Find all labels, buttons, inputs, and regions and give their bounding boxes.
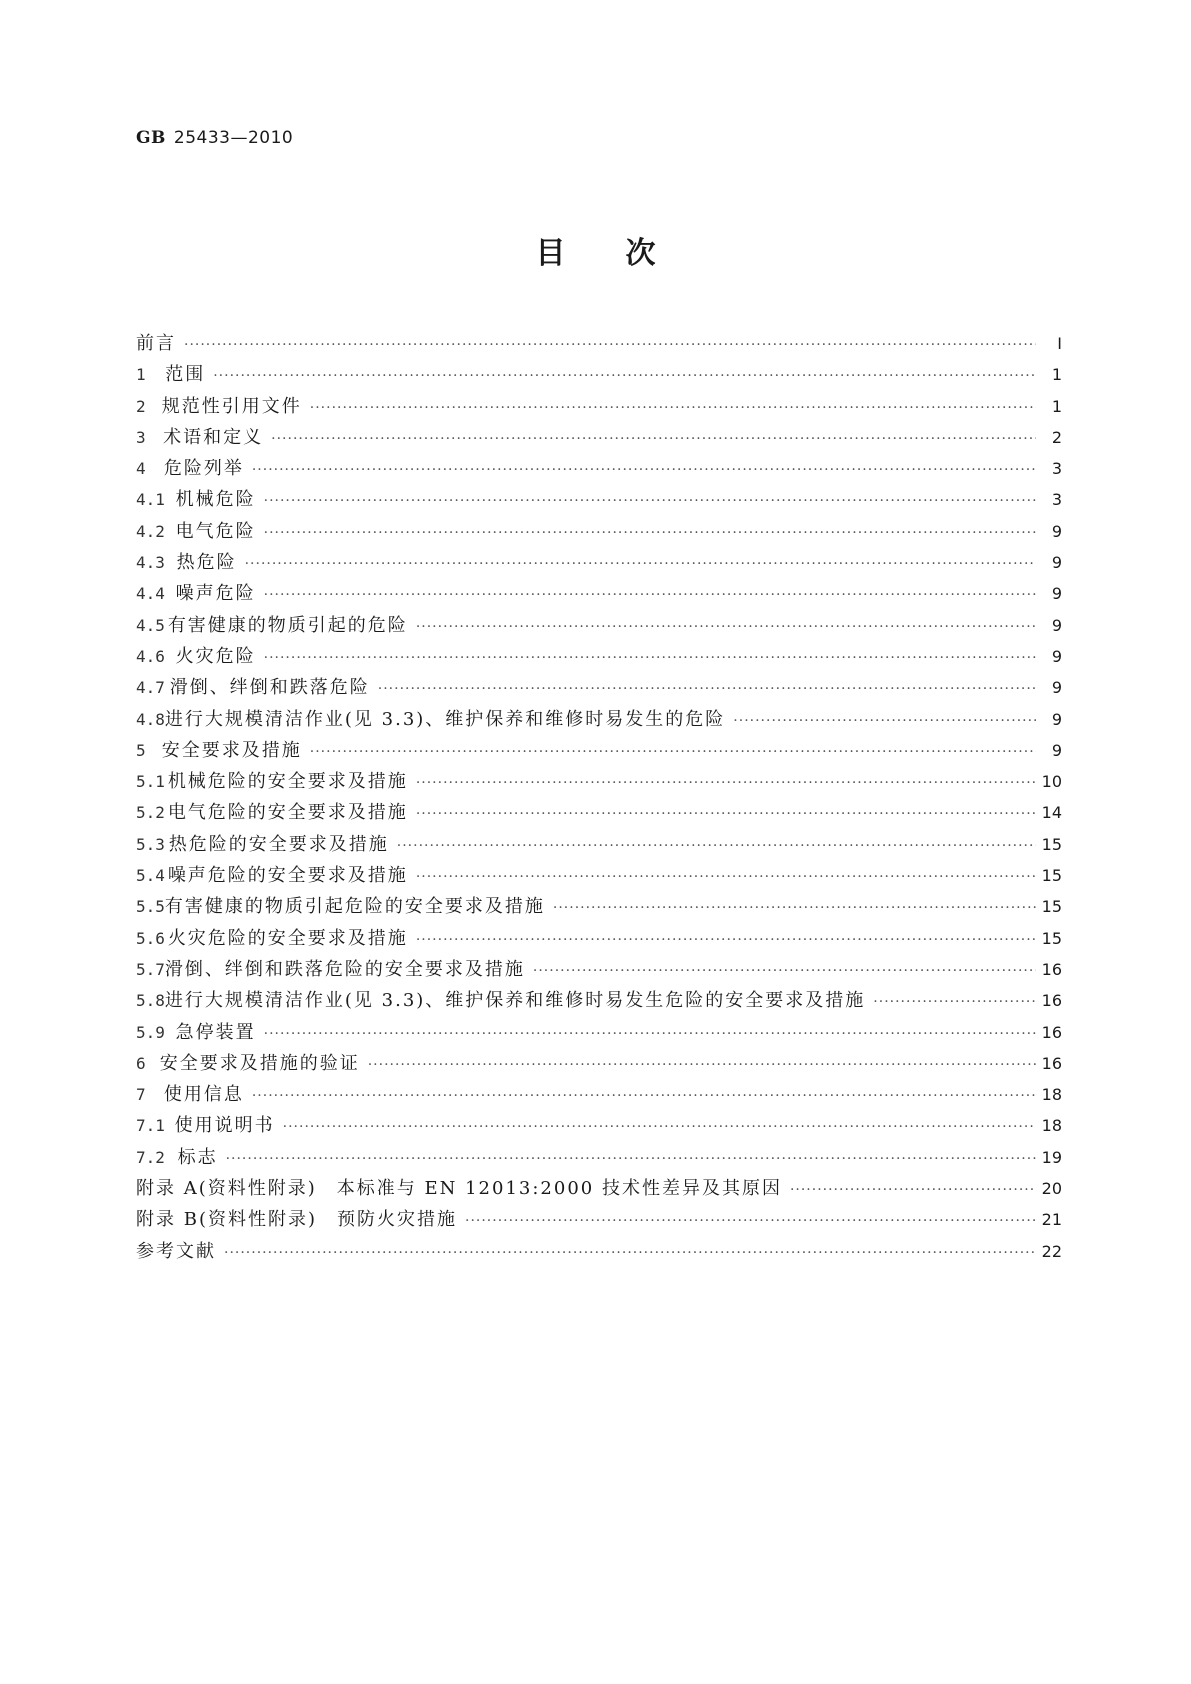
toc-entry-number: 6 <box>136 1053 146 1073</box>
toc-entry[interactable] <box>136 1111 1062 1142</box>
toc-leader-dots <box>368 1057 1036 1073</box>
toc-entry-label: 范围 <box>165 364 206 386</box>
toc-entry[interactable] <box>136 360 1062 391</box>
toc-entry-label: 噪声危险的安全要求及措施 <box>167 865 408 887</box>
toc-entry-page: 9 <box>1051 740 1062 760</box>
toc-leader-dots <box>416 869 1036 885</box>
toc-entry-page: 19 <box>1041 1147 1062 1167</box>
toc-leader-dots <box>416 932 1036 948</box>
toc-entry-page: 3 <box>1051 490 1062 510</box>
toc-entry[interactable] <box>136 830 1062 861</box>
toc-entry[interactable] <box>136 1143 1062 1174</box>
toc-entry-label: 噪声危险 <box>175 583 256 605</box>
toc-entry-label: 滑倒、绊倒和跌落危险的安全要求及措施 <box>164 958 525 980</box>
toc-entry[interactable] <box>136 892 1062 923</box>
toc-entry-page: 9 <box>1051 646 1062 666</box>
toc-entry[interactable] <box>136 392 1062 423</box>
toc-entry[interactable] <box>136 1049 1062 1080</box>
table-of-contents <box>136 329 1062 1268</box>
toc-entry-number: 4.8 <box>136 709 165 729</box>
standard-code <box>136 128 293 148</box>
toc-entry-number: 4.6 <box>136 646 165 666</box>
toc-entry[interactable] <box>136 767 1062 798</box>
toc-entry-label: 参考文献 <box>136 1240 216 1262</box>
toc-entry-number: 2 <box>136 396 146 416</box>
toc-entry-number: 4.4 <box>136 584 165 604</box>
toc-entry-number: 4.5 <box>136 615 165 635</box>
toc-entry-label: 前言 <box>136 333 176 354</box>
page-title: 目次 <box>535 236 716 271</box>
toc-entry-number: 3 <box>136 427 146 447</box>
toc-entry[interactable] <box>136 1237 1062 1268</box>
toc-entry-label: 电气危险 <box>175 520 256 542</box>
toc-leader-dots <box>283 1119 1036 1135</box>
toc-entry-page: 15 <box>1041 834 1062 854</box>
toc-entry-label: 热危险 <box>176 552 237 574</box>
toc-entry-page: 14 <box>1041 803 1062 823</box>
toc-entry[interactable] <box>136 611 1062 642</box>
toc-entry-page: 9 <box>1051 553 1062 573</box>
toc-entry-number: 7.1 <box>136 1116 165 1136</box>
toc-entry-number: 5.7 <box>136 959 165 979</box>
toc-entry[interactable] <box>136 579 1062 610</box>
toc-entry-number: 4 <box>136 459 146 479</box>
toc-entry-page: 18 <box>1041 1116 1062 1136</box>
toc-leader-dots <box>213 368 1036 384</box>
toc-leader-dots <box>397 838 1036 854</box>
toc-leader-dots <box>553 900 1036 916</box>
toc-entry-page: 15 <box>1041 866 1062 886</box>
toc-entry[interactable] <box>136 986 1062 1017</box>
toc-leader-dots <box>310 400 1036 416</box>
toc-entry-label: 电气危险的安全要求及措施 <box>167 802 408 824</box>
toc-entry-number: 5.4 <box>136 866 165 886</box>
toc-leader-dots <box>416 775 1036 791</box>
toc-entry-page: 18 <box>1041 1085 1062 1105</box>
toc-entry-number: 5 <box>136 740 146 760</box>
standard-prefix: GB <box>136 128 166 148</box>
toc-leader-dots <box>226 1151 1036 1167</box>
toc-entry-page: 9 <box>1051 615 1062 635</box>
toc-entry-label: 滑倒、绊倒和跌落危险 <box>169 677 370 699</box>
toc-entry[interactable] <box>136 642 1062 673</box>
toc-entry-number: 5.8 <box>136 991 165 1011</box>
toc-entry-label: 附录 B(资料性附录) 预防火灾措施 <box>136 1209 457 1231</box>
toc-entry-label: 进行大规模清洁作业(见 3.3)、维护保养和维修时易发生的危险 <box>164 708 726 730</box>
toc-entry-page: 2 <box>1051 427 1062 447</box>
toc-leader-dots <box>873 994 1036 1010</box>
toc-entry[interactable] <box>136 861 1062 892</box>
toc-entry-page: 15 <box>1041 897 1062 917</box>
toc-entry-label: 火灾危险的安全要求及措施 <box>167 927 408 949</box>
toc-entry-page: 3 <box>1051 459 1062 479</box>
toc-entry-label: 火灾危险 <box>175 645 256 667</box>
toc-entry[interactable] <box>136 1205 1062 1236</box>
toc-leader-dots <box>416 619 1036 635</box>
toc-leader-dots <box>252 462 1036 478</box>
toc-leader-dots <box>790 1182 1036 1198</box>
toc-entry-label: 有害健康的物质引起危险的安全要求及措施 <box>164 896 545 918</box>
toc-entry-number: 4.7 <box>136 678 165 698</box>
toc-entry-page: 16 <box>1041 1022 1062 1042</box>
toc-entry-page: 20 <box>1041 1179 1062 1199</box>
toc-leader-dots <box>465 1213 1036 1229</box>
toc-entry-number: 1 <box>136 365 146 385</box>
toc-entry-label: 机械危险的安全要求及措施 <box>167 771 408 793</box>
toc-entry-number: 5.2 <box>136 803 165 823</box>
toc-leader-dots <box>264 650 1036 666</box>
standard-number: 25433—2010 <box>173 128 294 148</box>
toc-entry-page: 16 <box>1041 991 1062 1011</box>
toc-leader-dots <box>264 525 1036 541</box>
toc-entry-label: 热危险的安全要求及措施 <box>168 833 389 855</box>
toc-entry-page: 9 <box>1051 521 1062 541</box>
toc-entry[interactable] <box>136 454 1062 485</box>
toc-leader-dots <box>264 1026 1036 1042</box>
toc-leader-dots <box>733 713 1036 729</box>
toc-leader-dots <box>533 963 1036 979</box>
toc-entry-page: 9 <box>1051 709 1062 729</box>
toc-entry[interactable] <box>136 705 1062 736</box>
toc-entry-number: 5.9 <box>136 1022 165 1042</box>
toc-entry-page: 1 <box>1051 365 1062 385</box>
toc-entry-label: 术语和定义 <box>163 426 264 448</box>
toc-leader-dots <box>252 1088 1036 1104</box>
toc-entry-label: 安全要求及措施 <box>161 739 302 761</box>
toc-entry-number: 4.1 <box>136 490 165 510</box>
toc-entry-page: Ⅰ <box>1057 334 1062 353</box>
toc-leader-dots <box>271 431 1036 447</box>
toc-entry-number: 7 <box>136 1085 146 1105</box>
toc-entry[interactable] <box>136 736 1062 767</box>
toc-leader-dots <box>184 337 1036 353</box>
toc-leader-dots <box>378 681 1036 697</box>
toc-entry[interactable] <box>136 423 1062 454</box>
toc-entry-page: 10 <box>1041 772 1062 792</box>
toc-entry[interactable] <box>136 673 1062 704</box>
toc-entry-label: 机械危险 <box>175 489 256 511</box>
toc-entry-page: 21 <box>1041 1210 1062 1230</box>
toc-entry[interactable] <box>136 548 1062 579</box>
toc-entry-page: 16 <box>1041 959 1062 979</box>
toc-entry-number: 7.2 <box>136 1147 165 1167</box>
toc-leader-dots <box>264 493 1036 509</box>
toc-entry-page: 15 <box>1041 928 1062 948</box>
toc-entry-page: 16 <box>1041 1053 1062 1073</box>
toc-entry-label: 使用说明书 <box>174 1115 275 1137</box>
toc-entry-page: 9 <box>1051 678 1062 698</box>
toc-leader-dots <box>264 587 1036 603</box>
toc-leader-dots <box>224 1245 1036 1261</box>
toc-entry[interactable] <box>136 517 1062 548</box>
toc-leader-dots <box>310 744 1036 760</box>
toc-entry-label: 规范性引用文件 <box>161 395 302 417</box>
toc-entry[interactable] <box>136 1174 1062 1205</box>
toc-entry[interactable] <box>136 485 1062 516</box>
toc-entry[interactable] <box>136 1080 1062 1111</box>
toc-entry-page: 22 <box>1041 1241 1062 1261</box>
toc-entry[interactable] <box>136 798 1062 829</box>
toc-entry[interactable] <box>136 329 1062 360</box>
toc-entry[interactable] <box>136 1018 1062 1049</box>
toc-entry-label: 安全要求及措施的验证 <box>159 1052 360 1074</box>
toc-entry[interactable] <box>136 955 1062 986</box>
toc-entry-page: 9 <box>1051 584 1062 604</box>
toc-entry[interactable] <box>136 924 1062 955</box>
toc-entry-number: 5.5 <box>136 897 165 917</box>
toc-leader-dots <box>416 806 1036 822</box>
toc-entry-label: 进行大规模清洁作业(见 3.3)、维护保养和维修时易发生危险的安全要求及措施 <box>164 990 866 1012</box>
toc-entry-label: 危险列举 <box>163 458 244 480</box>
toc-leader-dots <box>245 556 1036 572</box>
toc-entry-label: 使用信息 <box>163 1084 244 1106</box>
toc-entry-number: 5.3 <box>136 834 165 854</box>
toc-entry-number: 5.1 <box>136 772 165 792</box>
toc-entry-label: 急停装置 <box>175 1021 256 1043</box>
toc-entry-number: 4.3 <box>136 553 165 573</box>
toc-entry-number: 4.2 <box>136 521 165 541</box>
toc-entry-page: 1 <box>1051 396 1062 416</box>
toc-entry-number: 5.6 <box>136 928 165 948</box>
toc-entry-label: 有害健康的物质引起的危险 <box>167 614 408 636</box>
toc-entry-label: 附录 A(资料性附录) 本标准与 EN 12013:2000 技术性差异及其原因 <box>136 1178 782 1200</box>
toc-entry-label: 标志 <box>177 1146 218 1168</box>
